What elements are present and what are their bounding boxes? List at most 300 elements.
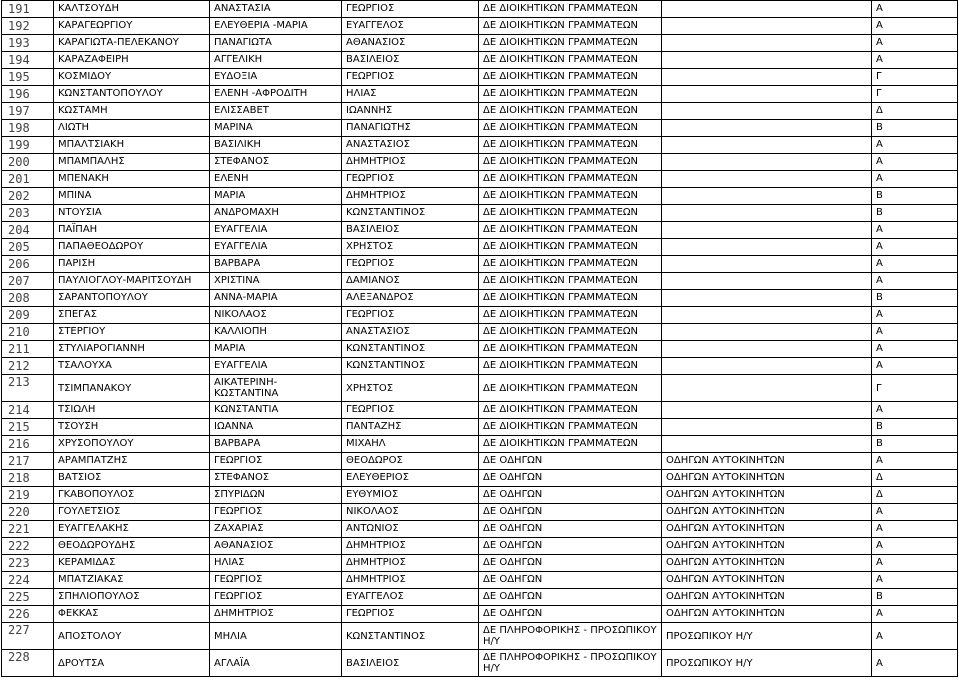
surname-cell: ΣΑΡΑΝΤΟΠΟΥΛΟΥ [54, 290, 210, 307]
surname-cell: ΣΠΕΓΑΣ [54, 307, 210, 324]
grade-cell: Γ [872, 69, 958, 86]
row-number-cell: 198 [2, 120, 54, 137]
row-number-cell: 211 [2, 341, 54, 358]
table-row [2, 273, 958, 290]
surname-cell: ΔΡΟΥΤΣΑ [54, 650, 210, 677]
father-name-cell: ΓΕΩΡΓΙΟΣ [342, 256, 479, 273]
father-name-cell: ΒΑΣΙΛΕΙΟΣ [342, 222, 479, 239]
surname-cell: ΜΠΑΜΠΑΛΗΣ [54, 154, 210, 171]
grade-cell: Α [872, 341, 958, 358]
category-cell: ΔΕ ΔΙΟΙΚΗΤΙΚΩΝ ΓΡΑΜΜΑΤΕΩΝ [479, 341, 662, 358]
specialty-cell [662, 86, 872, 103]
category-cell: ΔΕ ΔΙΟΙΚΗΤΙΚΩΝ ΓΡΑΜΜΑΤΕΩΝ [479, 86, 662, 103]
surname-cell: ΚΑΡΑΖΑΦΕΙΡΗ [54, 52, 210, 69]
grade-cell: Β [872, 188, 958, 205]
father-name-cell: ΓΕΩΡΓΙΟΣ [342, 1, 479, 18]
father-name-cell: ΑΘΑΝΑΣΙΟΣ [342, 35, 479, 52]
table-row [2, 375, 958, 402]
row-number-cell: 204 [2, 222, 54, 239]
father-name-cell: ΔΗΜΗΤΡΙΟΣ [342, 572, 479, 589]
first-name-cell: ΣΠΥΡΙΔΩΝ [210, 487, 342, 504]
father-name-cell: ΔΗΜΗΤΡΙΟΣ [342, 555, 479, 572]
surname-cell: ΜΠΑΛΤΣΙΑΚΗ [54, 137, 210, 154]
specialty-cell [662, 205, 872, 222]
first-name-cell: ΕΛΙΣΣΑΒΕΤ [210, 103, 342, 120]
row-number-cell: 201 [2, 171, 54, 188]
specialty-cell [662, 290, 872, 307]
specialty-cell [662, 256, 872, 273]
table-row [2, 256, 958, 273]
first-name-cell: ΒΑΡΒΑΡΑ [210, 436, 342, 453]
grade-cell: Δ [872, 487, 958, 504]
surname-cell: ΠΑΡΙΣΗ [54, 256, 210, 273]
grade-cell: Α [872, 18, 958, 35]
category-cell: ΔΕ ΔΙΟΙΚΗΤΙΚΩΝ ΓΡΑΜΜΑΤΕΩΝ [479, 419, 662, 436]
table-row [2, 290, 958, 307]
row-number-cell: 195 [2, 69, 54, 86]
specialty-cell: ΟΔΗΓΩΝ ΑΥΤΟΚΙΝΗΤΩΝ [662, 453, 872, 470]
table-row [2, 69, 958, 86]
category-cell: ΔΕ ΟΔΗΓΩΝ [479, 572, 662, 589]
surname-cell: ΦΕΚΚΑΣ [54, 606, 210, 623]
table-row [2, 589, 958, 606]
row-number-cell: 224 [2, 572, 54, 589]
father-name-cell: ΕΛΕΥΘΕΡΙΟΣ [342, 470, 479, 487]
specialty-cell [662, 375, 872, 402]
father-name-cell: ΒΑΣΙΛΕΙΟΣ [342, 650, 479, 677]
grade-cell: Δ [872, 103, 958, 120]
table-row [2, 623, 958, 650]
row-number-cell: 212 [2, 358, 54, 375]
row-number-cell: 210 [2, 324, 54, 341]
grade-cell: Α [872, 555, 958, 572]
table-row [2, 239, 958, 256]
grade-cell: Α [872, 402, 958, 419]
grade-cell: Α [872, 273, 958, 290]
surname-cell: ΚΑΡΑΓΙΩΤΑ-ΠΕΛΕΚΑΝΟΥ [54, 35, 210, 52]
table-row [2, 307, 958, 324]
row-number-cell: 197 [2, 103, 54, 120]
specialty-cell: ΟΔΗΓΩΝ ΑΥΤΟΚΙΝΗΤΩΝ [662, 589, 872, 606]
surname-cell: ΤΣΟΥΣΗ [54, 419, 210, 436]
surname-cell: ΒΑΤΣΙΟΣ [54, 470, 210, 487]
category-cell: ΔΕ ΔΙΟΙΚΗΤΙΚΩΝ ΓΡΑΜΜΑΤΕΩΝ [479, 256, 662, 273]
father-name-cell: ΓΕΩΡΓΙΟΣ [342, 171, 479, 188]
category-cell: ΔΕ ΔΙΟΙΚΗΤΙΚΩΝ ΓΡΑΜΜΑΤΕΩΝ [479, 137, 662, 154]
category-cell: ΔΕ ΟΔΗΓΩΝ [479, 538, 662, 555]
category-cell: ΔΕ ΟΔΗΓΩΝ [479, 555, 662, 572]
table-row [2, 103, 958, 120]
father-name-cell: ΚΩΝΣΤΑΝΤΙΝΟΣ [342, 341, 479, 358]
grade-cell: Α [872, 538, 958, 555]
surname-cell: ΣΤΕΡΓΙΟΥ [54, 324, 210, 341]
specialty-cell [662, 402, 872, 419]
father-name-cell: ΚΩΝΣΤΑΝΤΙΝΟΣ [342, 205, 479, 222]
father-name-cell: ΗΛΙΑΣ [342, 86, 479, 103]
surname-cell: ΠΑΥΛΙΟΓΛΟΥ-ΜΑΡΙΤΣΟΥΔΗ [54, 273, 210, 290]
first-name-cell: ΑΓΓΕΛΙΚΗ [210, 52, 342, 69]
first-name-cell: ΓΕΩΡΓΙΟΣ [210, 453, 342, 470]
grade-cell: Α [872, 650, 958, 677]
row-number-cell: 225 [2, 589, 54, 606]
table-row [2, 572, 958, 589]
father-name-cell: ΕΥΑΓΓΕΛΟΣ [342, 589, 479, 606]
specialty-cell: ΟΔΗΓΩΝ ΑΥΤΟΚΙΝΗΤΩΝ [662, 538, 872, 555]
specialty-cell [662, 35, 872, 52]
category-cell: ΔΕ ΔΙΟΙΚΗΤΙΚΩΝ ΓΡΑΜΜΑΤΕΩΝ [479, 358, 662, 375]
specialty-cell: ΟΔΗΓΩΝ ΑΥΤΟΚΙΝΗΤΩΝ [662, 572, 872, 589]
father-name-cell: ΓΕΩΡΓΙΟΣ [342, 307, 479, 324]
category-cell: ΔΕ ΟΔΗΓΩΝ [479, 589, 662, 606]
surname-cell: ΣΠΗΛΙΟΠΟΥΛΟΣ [54, 589, 210, 606]
grade-cell: Α [872, 52, 958, 69]
father-name-cell: ΑΝΑΣΤΑΣΙΟΣ [342, 137, 479, 154]
specialty-cell: ΠΡΟΣΩΠΙΚΟΥ Η/Υ [662, 623, 872, 650]
category-cell: ΔΕ ΔΙΟΙΚΗΤΙΚΩΝ ΓΡΑΜΜΑΤΕΩΝ [479, 120, 662, 137]
first-name-cell: ΑΙΚΑΤΕΡΙΝΗ-ΚΩΣΤΑΝΤΙΝΑ [210, 375, 342, 402]
category-cell: ΔΕ ΠΛΗΡΟΦΟΡΙΚΗΣ - ΠΡΟΣΩΠΙΚΟΥ Η/Υ [479, 650, 662, 677]
row-number-cell: 193 [2, 35, 54, 52]
grade-cell: Α [872, 154, 958, 171]
table-row [2, 402, 958, 419]
row-number-cell: 217 [2, 453, 54, 470]
surname-cell: ΜΠΕΝΑΚΗ [54, 171, 210, 188]
table-row [2, 86, 958, 103]
first-name-cell: ΙΩΑΝΝΑ [210, 419, 342, 436]
father-name-cell: ΘΕΟΔΩΡΟΣ [342, 453, 479, 470]
first-name-cell: ΑΘΑΝΑΣΙΟΣ [210, 538, 342, 555]
surname-cell: ΧΡΥΣΟΠΟΥΛΟΥ [54, 436, 210, 453]
specialty-cell [662, 188, 872, 205]
grade-cell: Β [872, 290, 958, 307]
grade-cell: Α [872, 307, 958, 324]
specialty-cell: ΠΡΟΣΩΠΙΚΟΥ Η/Υ [662, 650, 872, 677]
table-row [2, 358, 958, 375]
surname-cell: ΕΥΑΓΓΕΛΑΚΗΣ [54, 521, 210, 538]
category-cell: ΔΕ ΔΙΟΙΚΗΤΙΚΩΝ ΓΡΑΜΜΑΤΕΩΝ [479, 154, 662, 171]
grade-cell: Β [872, 419, 958, 436]
table-body [2, 1, 958, 677]
grade-cell: Α [872, 572, 958, 589]
surname-cell: ΑΡΑΜΠΑΤΖΗΣ [54, 453, 210, 470]
first-name-cell: ΕΥΔΟΞΙΑ [210, 69, 342, 86]
specialty-cell [662, 18, 872, 35]
row-number-cell: 209 [2, 307, 54, 324]
table-row [2, 324, 958, 341]
grade-cell: Β [872, 120, 958, 137]
surname-cell: ΤΣΑΛΟΥΧΑ [54, 358, 210, 375]
father-name-cell: ΠΑΝΤΑΖΗΣ [342, 419, 479, 436]
grade-cell: Α [872, 504, 958, 521]
row-number-cell: 213 [2, 375, 54, 402]
father-name-cell: ΕΥΑΓΓΕΛΟΣ [342, 18, 479, 35]
specialty-cell [662, 103, 872, 120]
father-name-cell: ΓΕΩΡΓΙΟΣ [342, 606, 479, 623]
table-row [2, 555, 958, 572]
table-row [2, 188, 958, 205]
specialty-cell [662, 171, 872, 188]
father-name-cell: ΙΩΑΝΝΗΣ [342, 103, 479, 120]
surname-cell: ΚΕΡΑΜΙΔΑΣ [54, 555, 210, 572]
table-row [2, 453, 958, 470]
grade-cell: Α [872, 606, 958, 623]
first-name-cell: ΑΝΔΡΟΜΑΧΗ [210, 205, 342, 222]
first-name-cell: ΜΑΡΙΑ [210, 341, 342, 358]
father-name-cell: ΑΛΕΞΑΝΔΡΟΣ [342, 290, 479, 307]
specialty-cell [662, 154, 872, 171]
category-cell: ΔΕ ΔΙΟΙΚΗΤΙΚΩΝ ΓΡΑΜΜΑΤΕΩΝ [479, 290, 662, 307]
table-row [2, 18, 958, 35]
specialty-cell [662, 69, 872, 86]
first-name-cell: ΗΛΙΑΣ [210, 555, 342, 572]
table-row [2, 504, 958, 521]
category-cell: ΔΕ ΔΙΟΙΚΗΤΙΚΩΝ ΓΡΑΜΜΑΤΕΩΝ [479, 171, 662, 188]
surname-cell: ΑΠΟΣΤΟΛΟΥ [54, 623, 210, 650]
first-name-cell: ΕΥΑΓΓΕΛΙΑ [210, 222, 342, 239]
father-name-cell: ΒΑΣΙΛΕΙΟΣ [342, 52, 479, 69]
specialty-cell: ΟΔΗΓΩΝ ΑΥΤΟΚΙΝΗΤΩΝ [662, 606, 872, 623]
first-name-cell: ΕΥΑΓΓΕΛΙΑ [210, 358, 342, 375]
first-name-cell: ΒΑΣΙΛΙΚΗ [210, 137, 342, 154]
row-number-cell: 199 [2, 137, 54, 154]
category-cell: ΔΕ ΟΔΗΓΩΝ [479, 470, 662, 487]
specialty-cell: ΟΔΗΓΩΝ ΑΥΤΟΚΙΝΗΤΩΝ [662, 470, 872, 487]
specialty-cell [662, 52, 872, 69]
row-number-cell: 196 [2, 86, 54, 103]
grade-cell: Α [872, 324, 958, 341]
surname-cell: ΤΣΙΜΠΑΝΑΚΟΥ [54, 375, 210, 402]
father-name-cell: ΔΗΜΗΤΡΙΟΣ [342, 154, 479, 171]
surname-cell: ΠΑΪΠΑΗ [54, 222, 210, 239]
surname-cell: ΘΕΟΔΩΡΟΥΔΗΣ [54, 538, 210, 555]
category-cell: ΔΕ ΔΙΟΙΚΗΤΙΚΩΝ ΓΡΑΜΜΑΤΕΩΝ [479, 436, 662, 453]
specialty-cell [662, 120, 872, 137]
grade-cell: Α [872, 453, 958, 470]
row-number-cell: 194 [2, 52, 54, 69]
specialty-cell [662, 436, 872, 453]
first-name-cell: ΝΙΚΟΛΑΟΣ [210, 307, 342, 324]
table-row [2, 521, 958, 538]
category-cell: ΔΕ ΔΙΟΙΚΗΤΙΚΩΝ ΓΡΑΜΜΑΤΕΩΝ [479, 273, 662, 290]
category-cell: ΔΕ ΔΙΟΙΚΗΤΙΚΩΝ ΓΡΑΜΜΑΤΕΩΝ [479, 35, 662, 52]
table-row [2, 52, 958, 69]
category-cell: ΔΕ ΟΔΗΓΩΝ [479, 487, 662, 504]
grade-cell: Α [872, 623, 958, 650]
grade-cell: Α [872, 521, 958, 538]
father-name-cell: ΔΑΜΙΑΝΟΣ [342, 273, 479, 290]
first-name-cell: ΜΗΛΙΑ [210, 623, 342, 650]
surname-cell: ΜΠΑΤΖΙΑΚΑΣ [54, 572, 210, 589]
specialty-cell: ΟΔΗΓΩΝ ΑΥΤΟΚΙΝΗΤΩΝ [662, 521, 872, 538]
first-name-cell: ΒΑΡΒΑΡΑ [210, 256, 342, 273]
row-number-cell: 226 [2, 606, 54, 623]
category-cell: ΔΕ ΟΔΗΓΩΝ [479, 606, 662, 623]
category-cell: ΔΕ ΔΙΟΙΚΗΤΙΚΩΝ ΓΡΑΜΜΑΤΕΩΝ [479, 402, 662, 419]
first-name-cell: ΑΝΝΑ-ΜΑΡΙΑ [210, 290, 342, 307]
table-row [2, 1, 958, 18]
grade-cell: Γ [872, 86, 958, 103]
table-row [2, 35, 958, 52]
row-number-cell: 222 [2, 538, 54, 555]
father-name-cell: ΕΥΘΥΜΙΟΣ [342, 487, 479, 504]
specialty-cell [662, 137, 872, 154]
table-row [2, 650, 958, 677]
row-number-cell: 214 [2, 402, 54, 419]
category-cell: ΔΕ ΟΔΗΓΩΝ [479, 504, 662, 521]
row-number-cell: 218 [2, 470, 54, 487]
first-name-cell: ΔΗΜΗΤΡΙΟΣ [210, 606, 342, 623]
row-number-cell: 200 [2, 154, 54, 171]
table-row [2, 137, 958, 154]
father-name-cell: ΚΩΝΣΤΑΝΤΙΝΟΣ [342, 358, 479, 375]
category-cell: ΔΕ ΔΙΟΙΚΗΤΙΚΩΝ ΓΡΑΜΜΑΤΕΩΝ [479, 18, 662, 35]
father-name-cell: ΑΝΑΣΤΑΣΙΟΣ [342, 324, 479, 341]
category-cell: ΔΕ ΔΙΟΙΚΗΤΙΚΩΝ ΓΡΑΜΜΑΤΕΩΝ [479, 324, 662, 341]
specialty-cell [662, 273, 872, 290]
category-cell: ΔΕ ΟΔΗΓΩΝ [479, 521, 662, 538]
row-number-cell: 223 [2, 555, 54, 572]
father-name-cell: ΑΝΤΩΝΙΟΣ [342, 521, 479, 538]
row-number-cell: 192 [2, 18, 54, 35]
category-cell: ΔΕ ΔΙΟΙΚΗΤΙΚΩΝ ΓΡΑΜΜΑΤΕΩΝ [479, 375, 662, 402]
row-number-cell: 227 [2, 623, 54, 650]
row-number-cell: 203 [2, 205, 54, 222]
first-name-cell: ΣΤΕΦΑΝΟΣ [210, 470, 342, 487]
first-name-cell: ΜΑΡΙΑ [210, 188, 342, 205]
table-row [2, 341, 958, 358]
grade-cell: Α [872, 358, 958, 375]
first-name-cell: ΕΛΕΝΗ [210, 171, 342, 188]
grade-cell: Δ [872, 470, 958, 487]
first-name-cell: ΑΝΑΣΤΑΣΙΑ [210, 1, 342, 18]
grade-cell: Α [872, 1, 958, 18]
specialty-cell: ΟΔΗΓΩΝ ΑΥΤΟΚΙΝΗΤΩΝ [662, 487, 872, 504]
specialty-cell [662, 358, 872, 375]
father-name-cell: ΝΙΚΟΛΑΟΣ [342, 504, 479, 521]
grade-cell: Α [872, 256, 958, 273]
grade-cell: Β [872, 589, 958, 606]
first-name-cell: ΓΕΩΡΓΙΟΣ [210, 572, 342, 589]
father-name-cell: ΠΑΝΑΓΙΩΤΗΣ [342, 120, 479, 137]
table-row [2, 538, 958, 555]
surname-cell: ΓΟΥΛΕΤΣΙΟΣ [54, 504, 210, 521]
category-cell: ΔΕ ΔΙΟΙΚΗΤΙΚΩΝ ΓΡΑΜΜΑΤΕΩΝ [479, 52, 662, 69]
category-cell: ΔΕ ΔΙΟΙΚΗΤΙΚΩΝ ΓΡΑΜΜΑΤΕΩΝ [479, 205, 662, 222]
category-cell: ΔΕ ΔΙΟΙΚΗΤΙΚΩΝ ΓΡΑΜΜΑΤΕΩΝ [479, 307, 662, 324]
category-cell: ΔΕ ΔΙΟΙΚΗΤΙΚΩΝ ΓΡΑΜΜΑΤΕΩΝ [479, 1, 662, 18]
grade-cell: Α [872, 137, 958, 154]
category-cell: ΔΕ ΔΙΟΙΚΗΤΙΚΩΝ ΓΡΑΜΜΑΤΕΩΝ [479, 69, 662, 86]
first-name-cell: ΕΥΑΓΓΕΛΙΑ [210, 239, 342, 256]
specialty-cell [662, 239, 872, 256]
table-row [2, 171, 958, 188]
surname-cell: ΚΑΛΤΣΟΥΔΗ [54, 1, 210, 18]
row-number-cell: 215 [2, 419, 54, 436]
specialty-cell [662, 1, 872, 18]
row-number-cell: 206 [2, 256, 54, 273]
surname-cell: ΝΤΟΥΣΙΑ [54, 205, 210, 222]
first-name-cell: ΣΤΕΦΑΝΟΣ [210, 154, 342, 171]
category-cell: ΔΕ ΟΔΗΓΩΝ [479, 453, 662, 470]
table-row [2, 154, 958, 171]
first-name-cell: ΧΡΙΣΤΙΝΑ [210, 273, 342, 290]
first-name-cell: ΠΑΝΑΓΙΩΤΑ [210, 35, 342, 52]
specialty-cell: ΟΔΗΓΩΝ ΑΥΤΟΚΙΝΗΤΩΝ [662, 504, 872, 521]
surname-cell: ΤΣΙΩΛΗ [54, 402, 210, 419]
grade-cell: Α [872, 239, 958, 256]
specialty-cell [662, 307, 872, 324]
father-name-cell: ΓΕΩΡΓΙΟΣ [342, 69, 479, 86]
first-name-cell: ΑΓΛΑΪΑ [210, 650, 342, 677]
row-number-cell: 202 [2, 188, 54, 205]
row-number-cell: 221 [2, 521, 54, 538]
category-cell: ΔΕ ΔΙΟΙΚΗΤΙΚΩΝ ΓΡΑΜΜΑΤΕΩΝ [479, 222, 662, 239]
row-number-cell: 208 [2, 290, 54, 307]
grade-cell: Α [872, 222, 958, 239]
specialty-cell [662, 419, 872, 436]
father-name-cell: ΚΩΝΣΤΑΝΤΙΝΟΣ [342, 623, 479, 650]
row-number-cell: 205 [2, 239, 54, 256]
grade-cell: Β [872, 436, 958, 453]
father-name-cell: ΔΗΜΗΤΡΙΟΣ [342, 538, 479, 555]
father-name-cell: ΜΙΧΑΗΛ [342, 436, 479, 453]
surname-cell: ΚΩΣΤΑΜΗ [54, 103, 210, 120]
table-row [2, 436, 958, 453]
table-row [2, 419, 958, 436]
personnel-table [1, 0, 958, 677]
surname-cell: ΠΑΠΑΘΕΟΔΩΡΟΥ [54, 239, 210, 256]
surname-cell: ΓΚΑΒΟΠΟΥΛΟΣ [54, 487, 210, 504]
surname-cell: ΚΑΡΑΓΕΩΡΓΙΟΥ [54, 18, 210, 35]
table-row [2, 205, 958, 222]
grade-cell: Γ [872, 375, 958, 402]
category-cell: ΔΕ ΔΙΟΙΚΗΤΙΚΩΝ ΓΡΑΜΜΑΤΕΩΝ [479, 188, 662, 205]
table-row [2, 606, 958, 623]
surname-cell: ΜΠΙΝΑ [54, 188, 210, 205]
surname-cell: ΣΤΥΛΙΑΡΟΓΙΑΝΝΗ [54, 341, 210, 358]
grade-cell: Α [872, 35, 958, 52]
row-number-cell: 220 [2, 504, 54, 521]
father-name-cell: ΓΕΩΡΓΙΟΣ [342, 402, 479, 419]
grade-cell: Β [872, 205, 958, 222]
row-number-cell: 191 [2, 1, 54, 18]
category-cell: ΔΕ ΔΙΟΙΚΗΤΙΚΩΝ ΓΡΑΜΜΑΤΕΩΝ [479, 103, 662, 120]
row-number-cell: 219 [2, 487, 54, 504]
first-name-cell: ΜΑΡΙΝΑ [210, 120, 342, 137]
first-name-cell: ΓΕΩΡΓΙΟΣ [210, 504, 342, 521]
specialty-cell [662, 324, 872, 341]
table-row [2, 487, 958, 504]
surname-cell: ΚΟΣΜΙΔΟΥ [54, 69, 210, 86]
first-name-cell: ΓΕΩΡΓΙΟΣ [210, 589, 342, 606]
surname-cell: ΚΩΝΣΤΑΝΤΟΠΟΥΛΟΥ [54, 86, 210, 103]
table-row [2, 222, 958, 239]
surname-cell: ΛΙΩΤΗ [54, 120, 210, 137]
father-name-cell: ΧΡΗΣΤΟΣ [342, 375, 479, 402]
grade-cell: Α [872, 171, 958, 188]
row-number-cell: 216 [2, 436, 54, 453]
first-name-cell: ΚΩΝΣΤΑΝΤΙΑ [210, 402, 342, 419]
first-name-cell: ΖΑΧΑΡΙΑΣ [210, 521, 342, 538]
table-row [2, 120, 958, 137]
category-cell: ΔΕ ΔΙΟΙΚΗΤΙΚΩΝ ΓΡΑΜΜΑΤΕΩΝ [479, 239, 662, 256]
specialty-cell: ΟΔΗΓΩΝ ΑΥΤΟΚΙΝΗΤΩΝ [662, 555, 872, 572]
specialty-cell [662, 222, 872, 239]
first-name-cell: ΕΛΕΥΘΕΡΙΑ -ΜΑΡΙΑ [210, 18, 342, 35]
category-cell: ΔΕ ΠΛΗΡΟΦΟΡΙΚΗΣ - ΠΡΟΣΩΠΙΚΟΥ Η/Υ [479, 623, 662, 650]
first-name-cell: ΚΑΛΛΙΟΠΗ [210, 324, 342, 341]
father-name-cell: ΧΡΗΣΤΟΣ [342, 239, 479, 256]
